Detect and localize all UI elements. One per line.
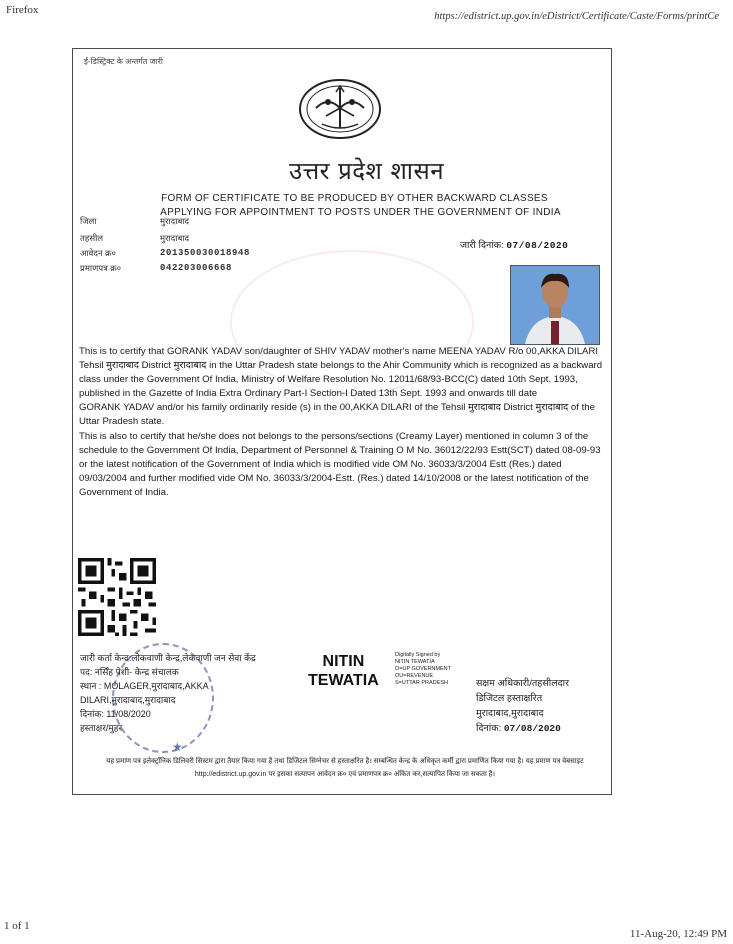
government-title: उत्तर प्रदेश शासन	[288, 157, 445, 185]
signature-detail: S=UTTAR PRADESH	[395, 680, 448, 686]
application-number-label: आवेदन क्र०	[80, 248, 116, 258]
issuing-place-cont: DILARI,मुरादाबाद,मुरादाबाद	[80, 695, 176, 705]
issuing-place: स्थान : MOLAGER,मुरादाबाद,AKKA	[80, 681, 209, 691]
verification-footer-note: यह प्रमाण पत्र इलेक्ट्रॉनिक डिलिवरी सिस्टम द्वारा तैयार किया गया है तथा डिजिटल सिग्नेचर से हस्ताक्षरित है। सम्बन्धित केन्द्र के अधिकृत कर्मी द्वारा प्रमाणित किया गया है। यह प्रमाण पत्र वेबसाइट http://edistrict.up.gov.in पर इसका सत्यापन आवेदन क्र० एवं प्रमाणपत्र क्र० अंकित कर,सत्यापित किया जा सकता है।	[106, 758, 584, 778]
tehsil-label: तहसील	[80, 233, 104, 243]
signature-detail: NITIN TEWATIA	[395, 659, 435, 665]
signature-detail: OU=REVENUE	[395, 673, 434, 679]
certify-paragraph-2: GORANK YADAV and/or his family ordinarily reside (s) in the 00,AKKA DILARI of the Tehsil मुरादाबाद District मुरादाबाद of the Uttar Pradesh state.	[79, 402, 595, 428]
form-heading-line-1: FORM OF CERTIFICATE TO BE PRODUCED BY OTHER BACKWARD CLASSES	[161, 193, 548, 204]
issue-date	[460, 238, 568, 251]
verification-qr-code	[78, 558, 156, 636]
page-count: 1 of 1	[4, 920, 30, 932]
up-government-emblem	[296, 78, 384, 140]
issuing-date: दिनांक: 11/08/2020	[80, 709, 151, 719]
district-label: जिला	[80, 216, 97, 226]
application-number-value: 201350030018948	[160, 248, 251, 258]
form-heading-line-2: APPLYING FOR APPOINTMENT TO POSTS UNDER THE GOVERNMENT OF INDIA	[160, 207, 561, 218]
signer-first-name: NITIN	[322, 653, 365, 670]
certificate-body	[79, 345, 607, 500]
certificate-number-label: प्रमाणपत्र क्र०	[80, 263, 122, 273]
issue-date-label: जारी दिनांक:	[460, 240, 504, 251]
signature-seal-label: हस्ताक्षर/मुहर	[80, 723, 123, 733]
signature-detail: O=UP GOVERNMENT	[395, 666, 451, 672]
browser-name: Firefox	[6, 4, 39, 16]
digital-signer-name	[308, 652, 379, 690]
print-url: https://edistrict.up.gov.in/eDistrict/Certificate/Caste/Forms/printCe	[434, 11, 719, 22]
certify-paragraph-3: This is also to certify that he/she does not belongs to the persons/sections (Creamy Layer) mentioned in column 3 of the schedule to the Government Of India, Department of Personnel & Training O M No. 36012/22/93 Estt(SCT) dated 08-09-93 or the latest notification of the Government of India which is modified vide OM No. 36033/3/2004 Estt (Res.) dated 09/03/2004 and further modified vide OM No. 36033/3/2004-Estt. (Res.) dated 14/10/2008 or the latest notification of the Government of India.	[79, 430, 601, 498]
digital-issue-note: ई-डिस्ट्रिक्ट के अन्तर्गत जारी	[84, 57, 163, 66]
officer-place: मुरादाबाद,मुरादाबाद	[476, 708, 544, 719]
district-value: मुरादाबाद	[160, 216, 190, 226]
officer-signature: डिजिटल हस्ताक्षरित	[476, 693, 543, 704]
issuing-center: जारी कर्ता केन्द्र:लोकवाणी केन्द्र,लेकवाणी जन सेवा केंद्र	[80, 653, 256, 663]
tehsil-value: मुरादाबाद	[160, 233, 190, 243]
issue-date-value: 07/08/2020	[506, 240, 569, 251]
digital-signature-details	[395, 652, 451, 687]
print-timestamp: 11-Aug-20, 12:49 PM	[629, 928, 727, 940]
issuing-center-block	[80, 651, 256, 735]
certificate-number-value: 042203006668	[160, 263, 233, 273]
competent-officer-block	[476, 676, 569, 736]
applicant-photo	[510, 265, 600, 345]
certify-paragraph-1: This is to certify that GORANK YADAV son/daughter of SHIV YADAV mother's name MEENA YADAV R/o 00,AKKA DILARI Tehsil मुरादाबाद District मुरादाबाद in the Uttar Pradesh state belongs to the Ahir Community which is recognized as a backward class under the Government Of India, Ministry of Welfare Resolution No. 12011/68/93-BCC(C) dated 10th Sept. 1993, published in the Gazette of India Extra Ordinary Part-I Section-I Dated 13th Sept. 1993 and onwards till date	[79, 346, 603, 400]
signature-detail: Digitally Signed by	[395, 652, 441, 658]
officer-title: सक्षम अधिकारी/तहसीलदार	[476, 678, 570, 689]
officer-date-value: 07/08/2020	[503, 723, 561, 734]
signer-last-name: TEWATIA	[308, 672, 379, 689]
officer-date-label: दिनांक:	[476, 723, 502, 734]
issuing-post: पद: नर्सिंह पेशी- केन्द्र संचालक	[80, 667, 179, 677]
seal-star-icon: ★	[172, 740, 183, 754]
officer-date	[476, 721, 569, 736]
